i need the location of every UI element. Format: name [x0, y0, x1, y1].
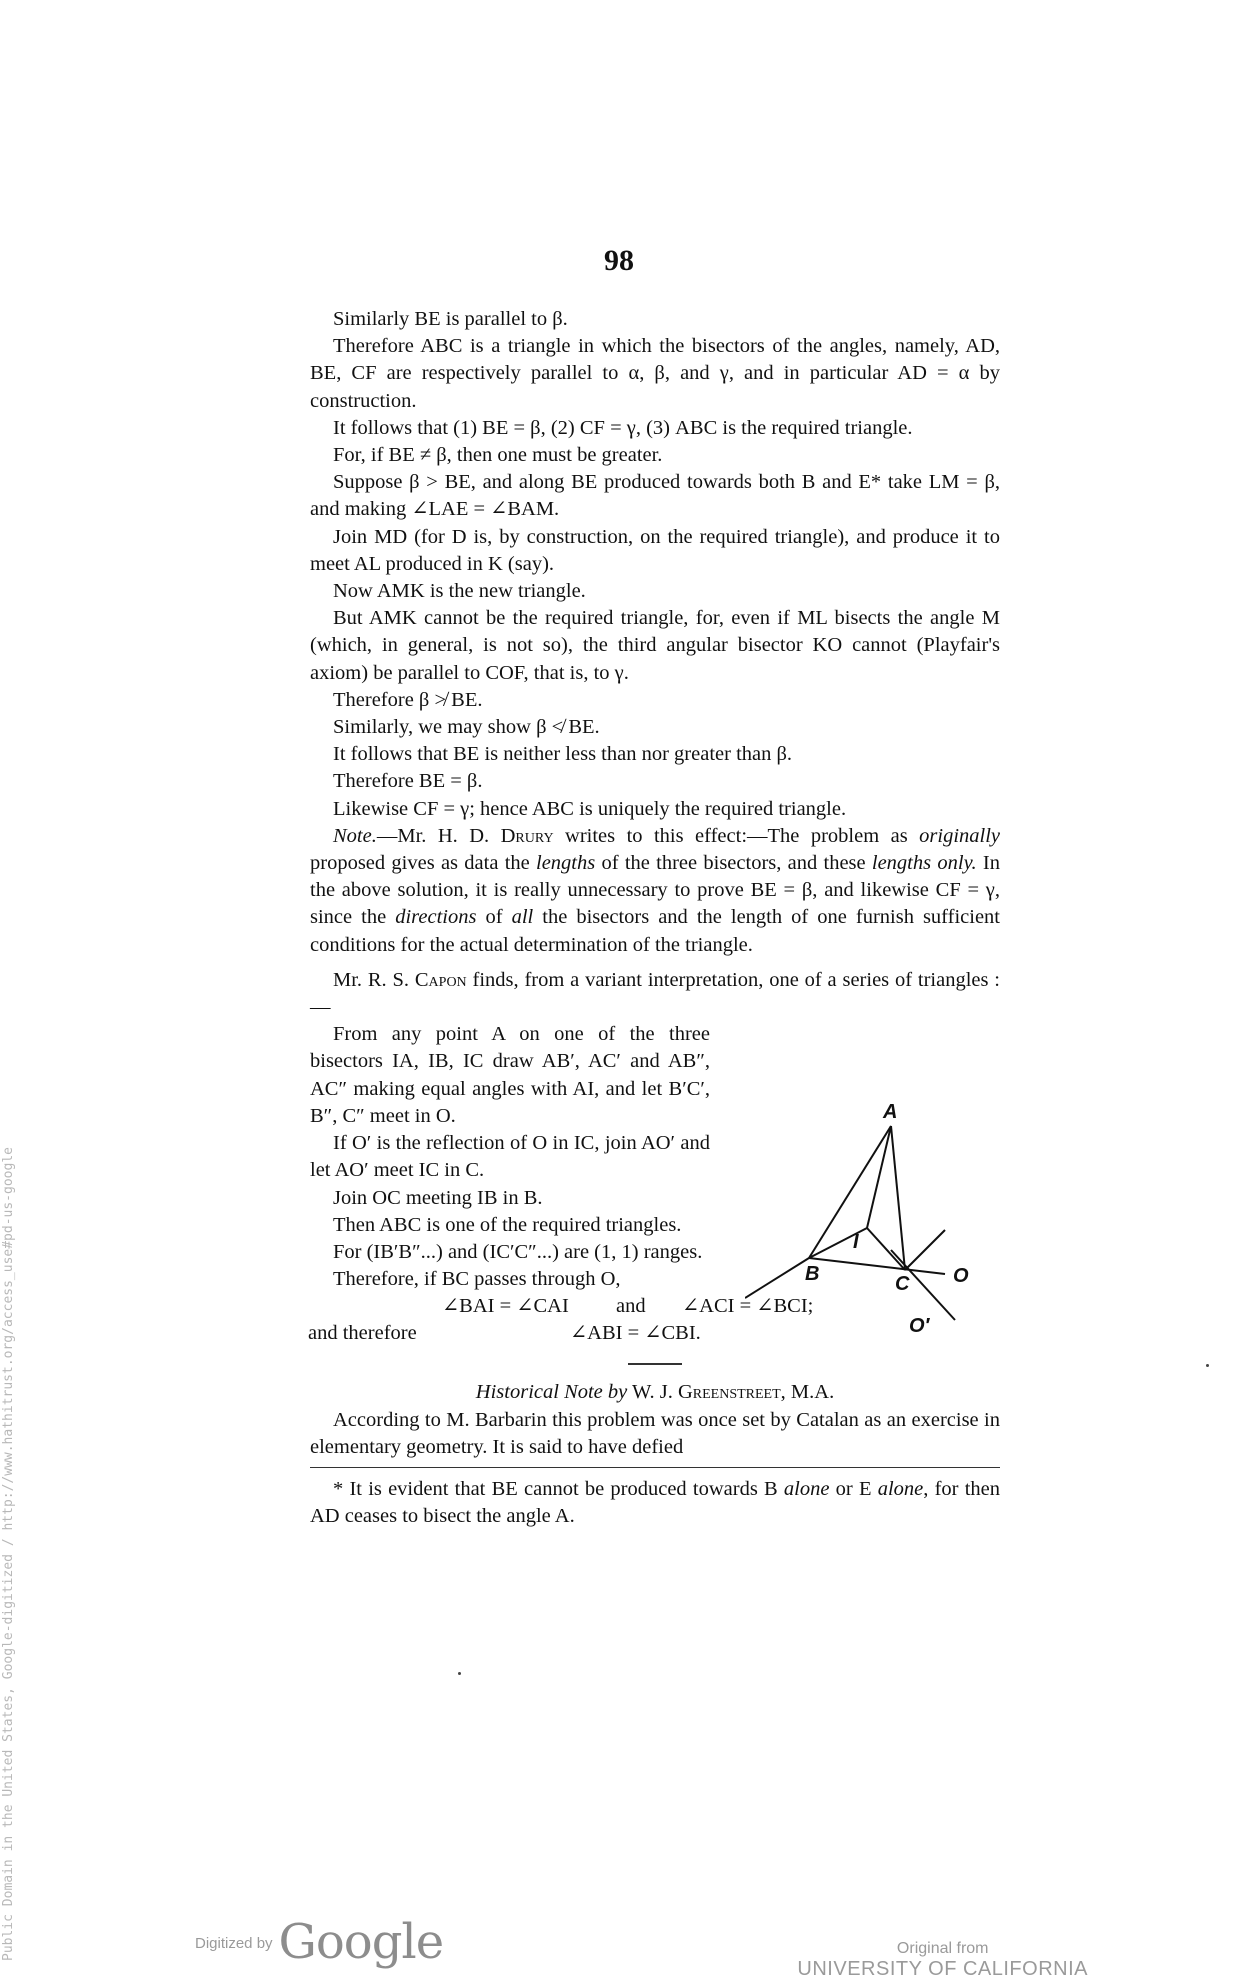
original-from	[797, 1940, 1088, 1981]
construction-line: If O′ is the reflection of O in IC, join AO′ and let AO′ meet IC in C.	[310, 1132, 710, 1182]
footnote-text: or E	[829, 1477, 878, 1500]
line-a-c	[891, 1126, 905, 1270]
equation-right: ∠ACI = ∠BCI;	[682, 1295, 814, 1318]
paragraph: Now AMK is the new triangle.	[333, 580, 586, 603]
historical-author: W. J.	[627, 1381, 678, 1404]
label-b: B	[805, 1263, 820, 1285]
note-text: proposed gives as data the	[310, 852, 537, 875]
capon-name: Capon	[414, 968, 467, 991]
original-from-label: Original from	[896, 1940, 989, 1957]
note-italic: originally	[919, 824, 1000, 847]
footnote	[310, 1476, 1000, 1530]
construction-line: Then ABC is one of the required triangles.	[333, 1213, 682, 1236]
paragraph: Likewise CF = γ; hence ABC is uniquely the required triangle.	[333, 797, 847, 820]
note-text: of the three bisectors, and these	[595, 852, 872, 875]
label-c: C	[895, 1273, 910, 1295]
footnote-text: , for then AD ceases to bisect the angle A.	[310, 1477, 1000, 1528]
note-italic: lengths only.	[871, 852, 977, 875]
footnote-italic: alone	[877, 1477, 924, 1500]
paragraph: Therefore BE = β.	[333, 770, 483, 793]
paragraph: Therefore ABC is a triangle in which the bisectors of the angles, namely, AD, BE, CF are respectively parallel to α, β, and γ, and in particular AD = α by construction.	[310, 335, 1000, 412]
label-i: I	[853, 1231, 859, 1253]
drury-note	[310, 823, 1000, 959]
stamp-line: Public Domain in the United States, Google-digitized / http://www.hathitrust.org/access_use#pd-us-google	[1, 1147, 16, 1961]
university-name: UNIVERSITY OF CALIFORNIA	[797, 1958, 1088, 1980]
note-italic: directions	[395, 906, 477, 929]
line-a-b	[809, 1126, 891, 1258]
line-a-i	[867, 1126, 891, 1228]
equation-and: and	[616, 1295, 646, 1318]
footnote-text: * It is evident that BE cannot be produced towards B	[333, 1477, 784, 1500]
footnote-italic: alone	[783, 1477, 830, 1500]
paragraph: But AMK cannot be the required triangle, for, even if ML bisects the angle M (which, in general, is not so), the third angular bisector KO cannot (Playfair's axiom) be parallel to COF, that is, to γ.	[310, 607, 1000, 684]
paragraph: Join MD (for D is, by construction, on the required triangle), and produce it to meet AL produced in K (say).	[310, 525, 1000, 575]
historical-note-text: According to M. Barbarin this problem was once set by Catalan as an exercise in elementary geometry. It is said to have defied	[310, 1408, 1000, 1458]
footnote-rule	[310, 1467, 1000, 1468]
digitized-label: Digitized by	[195, 1935, 273, 1952]
capon-text: finds, from a variant interpretation, one of a series of triangles :—	[310, 968, 1000, 1019]
line-i-c	[867, 1228, 905, 1270]
construction-line: Therefore, if BC passes through O,	[333, 1268, 621, 1291]
label-o-prime: O′	[909, 1315, 930, 1337]
page-number: 98	[604, 244, 634, 277]
historical-note-heading	[310, 1379, 1000, 1406]
section-divider	[628, 1363, 682, 1365]
label-a: A	[883, 1101, 898, 1123]
capon-construction	[310, 1021, 710, 1293]
paragraph: Similarly, we may show β ≮ BE.	[333, 716, 600, 739]
note-text: —Mr. H. D.	[376, 824, 501, 847]
paragraph: Suppose β > BE, and along BE produced towards both B and E* take LM = β, and making ∠LAE = ∠BAM.	[310, 471, 1000, 521]
note-lead: Note.	[333, 824, 377, 847]
paragraph: It follows that (1) BE = β, (2) CF = γ, (3) ABC is the required triangle.	[333, 416, 913, 439]
equation-abi: ∠ABI = ∠CBI.	[570, 1322, 701, 1345]
note-text: of	[476, 906, 512, 929]
equation-prefix: and therefore	[308, 1322, 417, 1345]
construction-line: From any point A on one of the three bisectors IA, IB, IC draw AB′, AC′ and AB″, AC″ making equal angles with AI, and let B′C′, B″, C″ meet in O.	[310, 1023, 710, 1127]
digitized-by-google	[195, 1914, 443, 1970]
main-text	[310, 306, 1000, 1530]
note-text: In the above solution, it is really unnecessary to prove BE = β, and likewise CF = γ, since the	[310, 852, 1001, 929]
speck	[1206, 1364, 1209, 1367]
historical-author-name: Greenstreet	[677, 1381, 781, 1404]
capon-text: Mr. R. S.	[333, 968, 415, 991]
paragraph: It follows that BE is neither less than nor greater than β.	[333, 743, 793, 766]
speck	[458, 1672, 461, 1675]
note-italic: lengths	[536, 852, 596, 875]
historical-title: Historical Note by	[475, 1381, 628, 1404]
construction-line: Join OC meeting IB in B.	[333, 1186, 543, 1209]
triangle-figure	[745, 1100, 985, 1340]
note-text: the bisectors and the length of one furnish sufficient conditions for the actual determination of the triangle.	[310, 906, 1001, 956]
line-b-extension	[745, 1258, 809, 1298]
equation-left: ∠BAI = ∠CAI	[442, 1295, 569, 1318]
hathitrust-stamp	[0, 961, 18, 1961]
note-italic: all	[511, 906, 534, 929]
label-o: O	[953, 1265, 969, 1287]
historical-author-suffix: , M.A.	[780, 1381, 835, 1404]
drury-name: Drury	[500, 824, 554, 847]
line-b-o	[809, 1258, 945, 1274]
note-text: writes to this effect:—The problem as	[553, 824, 920, 847]
paragraph: Therefore β ≯ BE.	[333, 688, 483, 711]
paragraph: Similarly BE is parallel to β.	[333, 308, 568, 330]
paragraph: For, if BE ≠ β, then one must be greater.	[333, 444, 663, 467]
google-logo: Google	[278, 1914, 444, 1970]
line-c-upper	[905, 1230, 945, 1270]
capon-intro	[310, 967, 1000, 1021]
construction-line: For (IB′B″...) and (IC′C″...) are (1, 1) ranges.	[333, 1240, 703, 1263]
